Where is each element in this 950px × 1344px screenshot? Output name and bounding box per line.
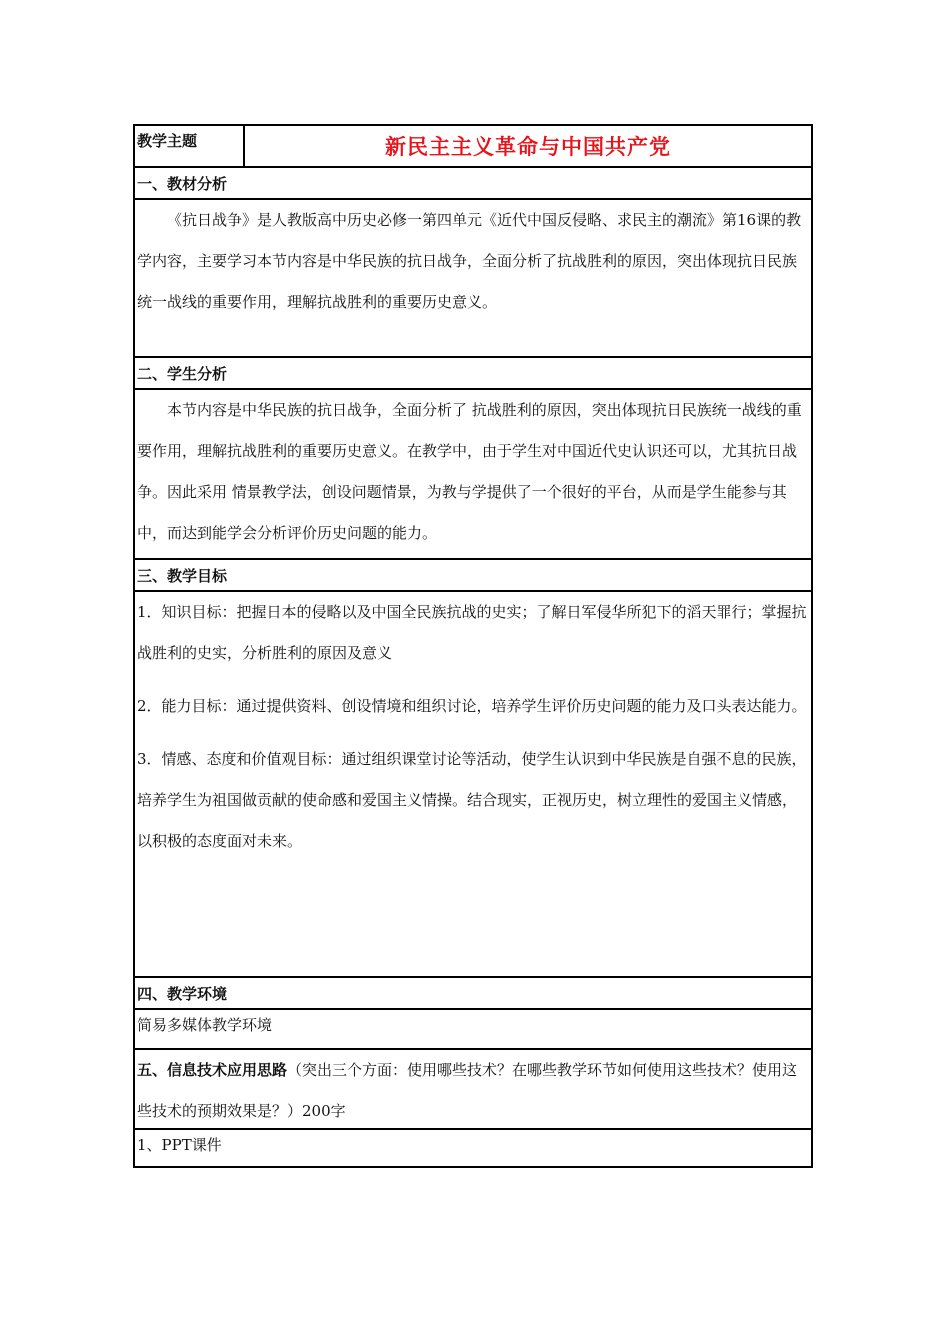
section4-heading: 四、教学环境 [135,976,811,1008]
section1-body: 《抗日战争》是人教版高中历史必修一第四单元《近代中国反侵略、求民主的潮流》第16课的教学内容，主要学习本节内容是中华民族的抗日战争，全面分析了抗战胜利的原因，突出体现抗日民族统一战线的重要作用，理解抗战胜利的重要历史意义。 [137,211,802,311]
topic-row [135,126,811,166]
section2-heading: 二、学生分析 [135,356,811,388]
section3-body-cell [135,590,811,976]
section5-paragraph [137,1050,809,1132]
goal-knowledge: 1．知识目标：把握日本的侵略以及中国全民族抗战的史实；了解日军侵华所犯下的滔天罪行；掌握抗战胜利的史实，分析胜利的原因及意义 [137,603,807,662]
section2-body: 本节内容是中华民族的抗日战争，全面分析了 抗战胜利的原因，突出体现抗日民族统一战线的重要作用，理解抗战胜利的重要历史意义。在教学中，由于学生对中国近代史认识还可以，尤其抗日战争。因此采用 情景教学法，创设问题情景，为教与学提供了一个很好的平台，从而是学生能参与其中，而达到能学会分析评价历史问题的能力。 [137,401,802,542]
lesson-plan-table [133,124,813,1168]
section3-heading: 三、教学目标 [135,558,811,590]
section2-body-cell [135,388,811,558]
section4-body-cell [135,1008,811,1048]
section1-heading: 一、教材分析 [135,166,811,198]
goal-emotion: 3．情感、态度和价值观目标：通过组织课堂讨论等活动，使学生认识到中华民族是自强不息的民族，培养学生为祖国做贡献的使命感和爱国主义情操。结合现实，正视历史，树立理性的爱国主义情感，以积极的态度面对未来。 [137,750,807,850]
section5-heading: 五、信息技术应用思路 [137,1061,288,1079]
section5-item-cell [135,1128,811,1166]
section5-item-ppt: 1、PPT课件 [137,1136,222,1154]
goal-ability: 2．能力目标：通过提供资料、创设情境和组织讨论，培养学生评价历史问题的能力及口头表达能力。 [137,697,807,715]
section5-cell [135,1048,811,1128]
topic-title: 新民主主义革命与中国共产党 [385,135,671,159]
section5-note: （突出三个方面：使用哪些技术？在哪些教学环节如何使用这些技术？使用这些技术的预期效果是？）200字 [137,1061,798,1120]
topic-label: 教学主题 [135,126,245,166]
section4-body: 简易多媒体教学环境 [137,1016,273,1034]
section1-body-cell [135,198,811,356]
